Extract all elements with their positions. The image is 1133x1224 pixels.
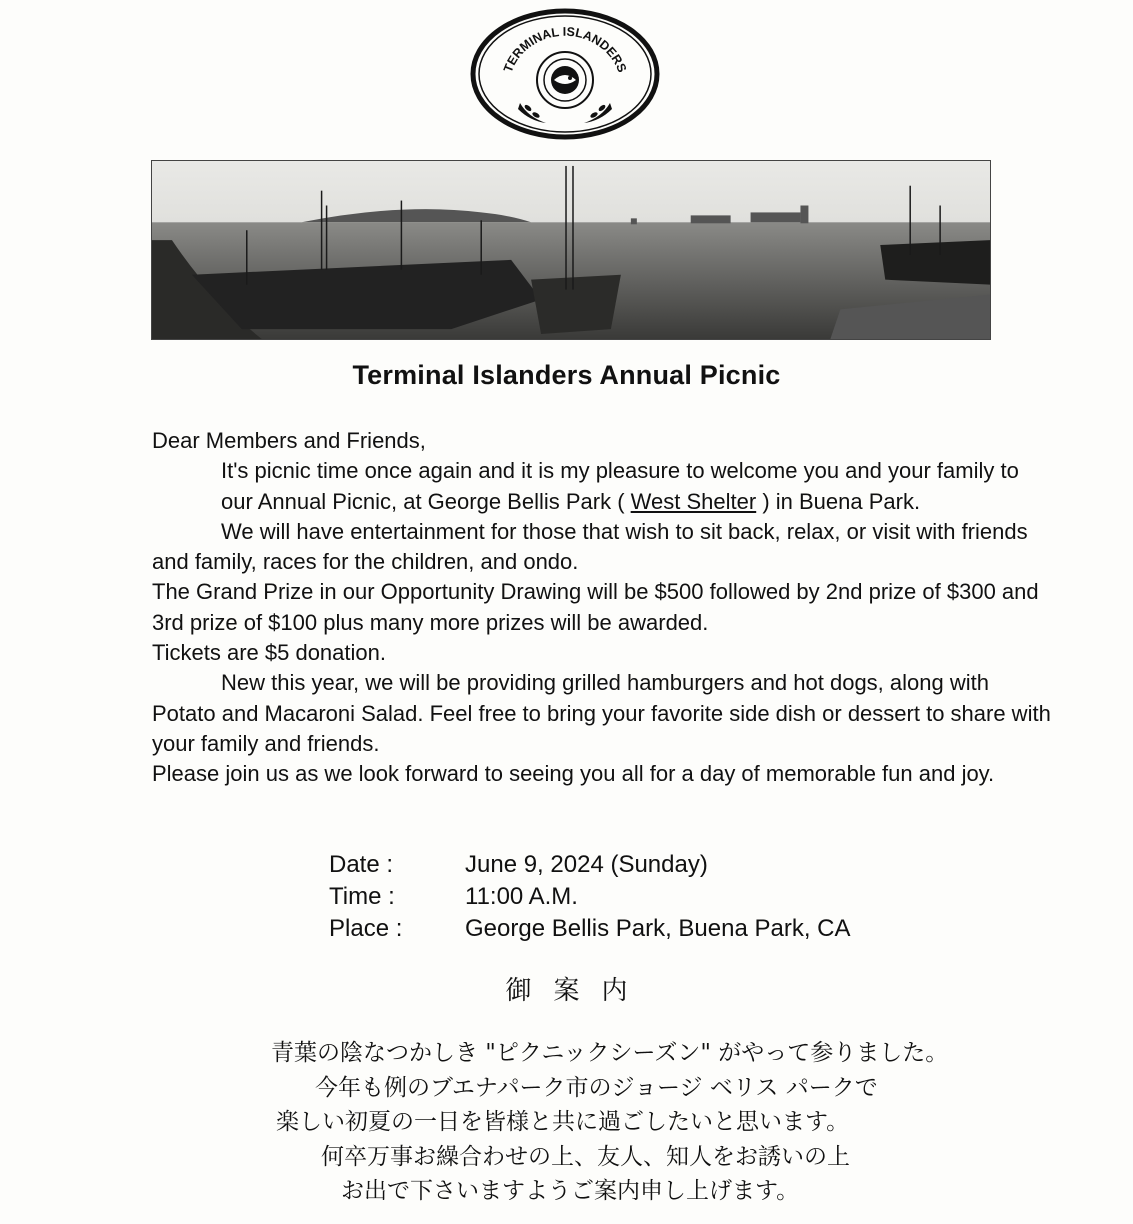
place-value: George Bellis Park, Buena Park, CA bbox=[465, 915, 851, 942]
fish-emblem-icon bbox=[537, 52, 593, 108]
japanese-line-1: 青葉の陰なつかしき "ピクニックシーズン" がやって参りました。 bbox=[271, 1040, 949, 1066]
letter-paragraph-closing: Please join us as we look forward to seeing you all for a day of memorable fun and joy. bbox=[152, 761, 995, 787]
date-row bbox=[329, 849, 851, 881]
welcome-text-end: ) in Buena Park. bbox=[756, 488, 921, 514]
japanese-line-3: 楽しい初夏の一日を皆様と共に過ごしたいと思います。 bbox=[276, 1109, 850, 1135]
time-row bbox=[329, 881, 851, 913]
letter-paragraph-drawing: The Grand Prize in our Opportunity Drawing will be $500 followed by 2nd prize of $300 and 3rd prize of $100 plus many more prizes will be awarded. bbox=[152, 579, 1039, 635]
japanese-line-4: 何卒万事お繰合わせの上、友人、知人をお誘いの上 bbox=[321, 1143, 850, 1170]
date-label: Date : bbox=[329, 851, 394, 878]
japanese-body bbox=[0, 1036, 1133, 1209]
letter-paragraph-welcome bbox=[152, 456, 1052, 517]
japanese-line-5: お出で下さいますようご案内申し上げます。 bbox=[341, 1178, 800, 1204]
letter-paragraph-food: New this year, we will be providing grilled hamburgers and hot dogs, along with Potato and Macaroni Salad. Feel free to bring your favorite side dish or dessert to share with your family and friends. bbox=[152, 670, 1051, 756]
west-shelter-link: West Shelter bbox=[630, 488, 757, 514]
letter-body bbox=[152, 426, 1052, 790]
japanese-heading: 御案内 bbox=[505, 976, 650, 1006]
time-label: Time : bbox=[329, 883, 395, 910]
salutation: Dear Members and Friends, bbox=[152, 428, 426, 453]
letter-paragraph-entertainment: We will have entertainment for those that wish to sit back, relax, or visit with friends and family, races for the children, and ondo. bbox=[152, 518, 1028, 575]
letter-paragraph-tickets: Tickets are $5 donation. bbox=[152, 640, 386, 666]
page-title: Terminal Islanders Annual Picnic bbox=[352, 360, 781, 390]
welcome-text: It's picnic time once again and it is my pleasure to welcome you and your family to our Annual Picnic, at George Bellis Park ( bbox=[221, 458, 1019, 514]
place-label: Place : bbox=[329, 915, 403, 942]
harbor-photo bbox=[151, 160, 991, 340]
japanese-line-2: 今年も例のブエナパーク市のジョージ ベリス パークで bbox=[315, 1074, 878, 1101]
logo-text: TERMINAL ISLANDERS bbox=[500, 24, 630, 75]
place-row bbox=[329, 913, 851, 945]
terminal-islanders-logo bbox=[470, 8, 660, 140]
time-value: 11:00 A.M. bbox=[465, 883, 578, 910]
event-details bbox=[329, 849, 851, 945]
laurel-icon bbox=[518, 103, 612, 123]
date-value: June 9, 2024 (Sunday) bbox=[465, 851, 708, 878]
